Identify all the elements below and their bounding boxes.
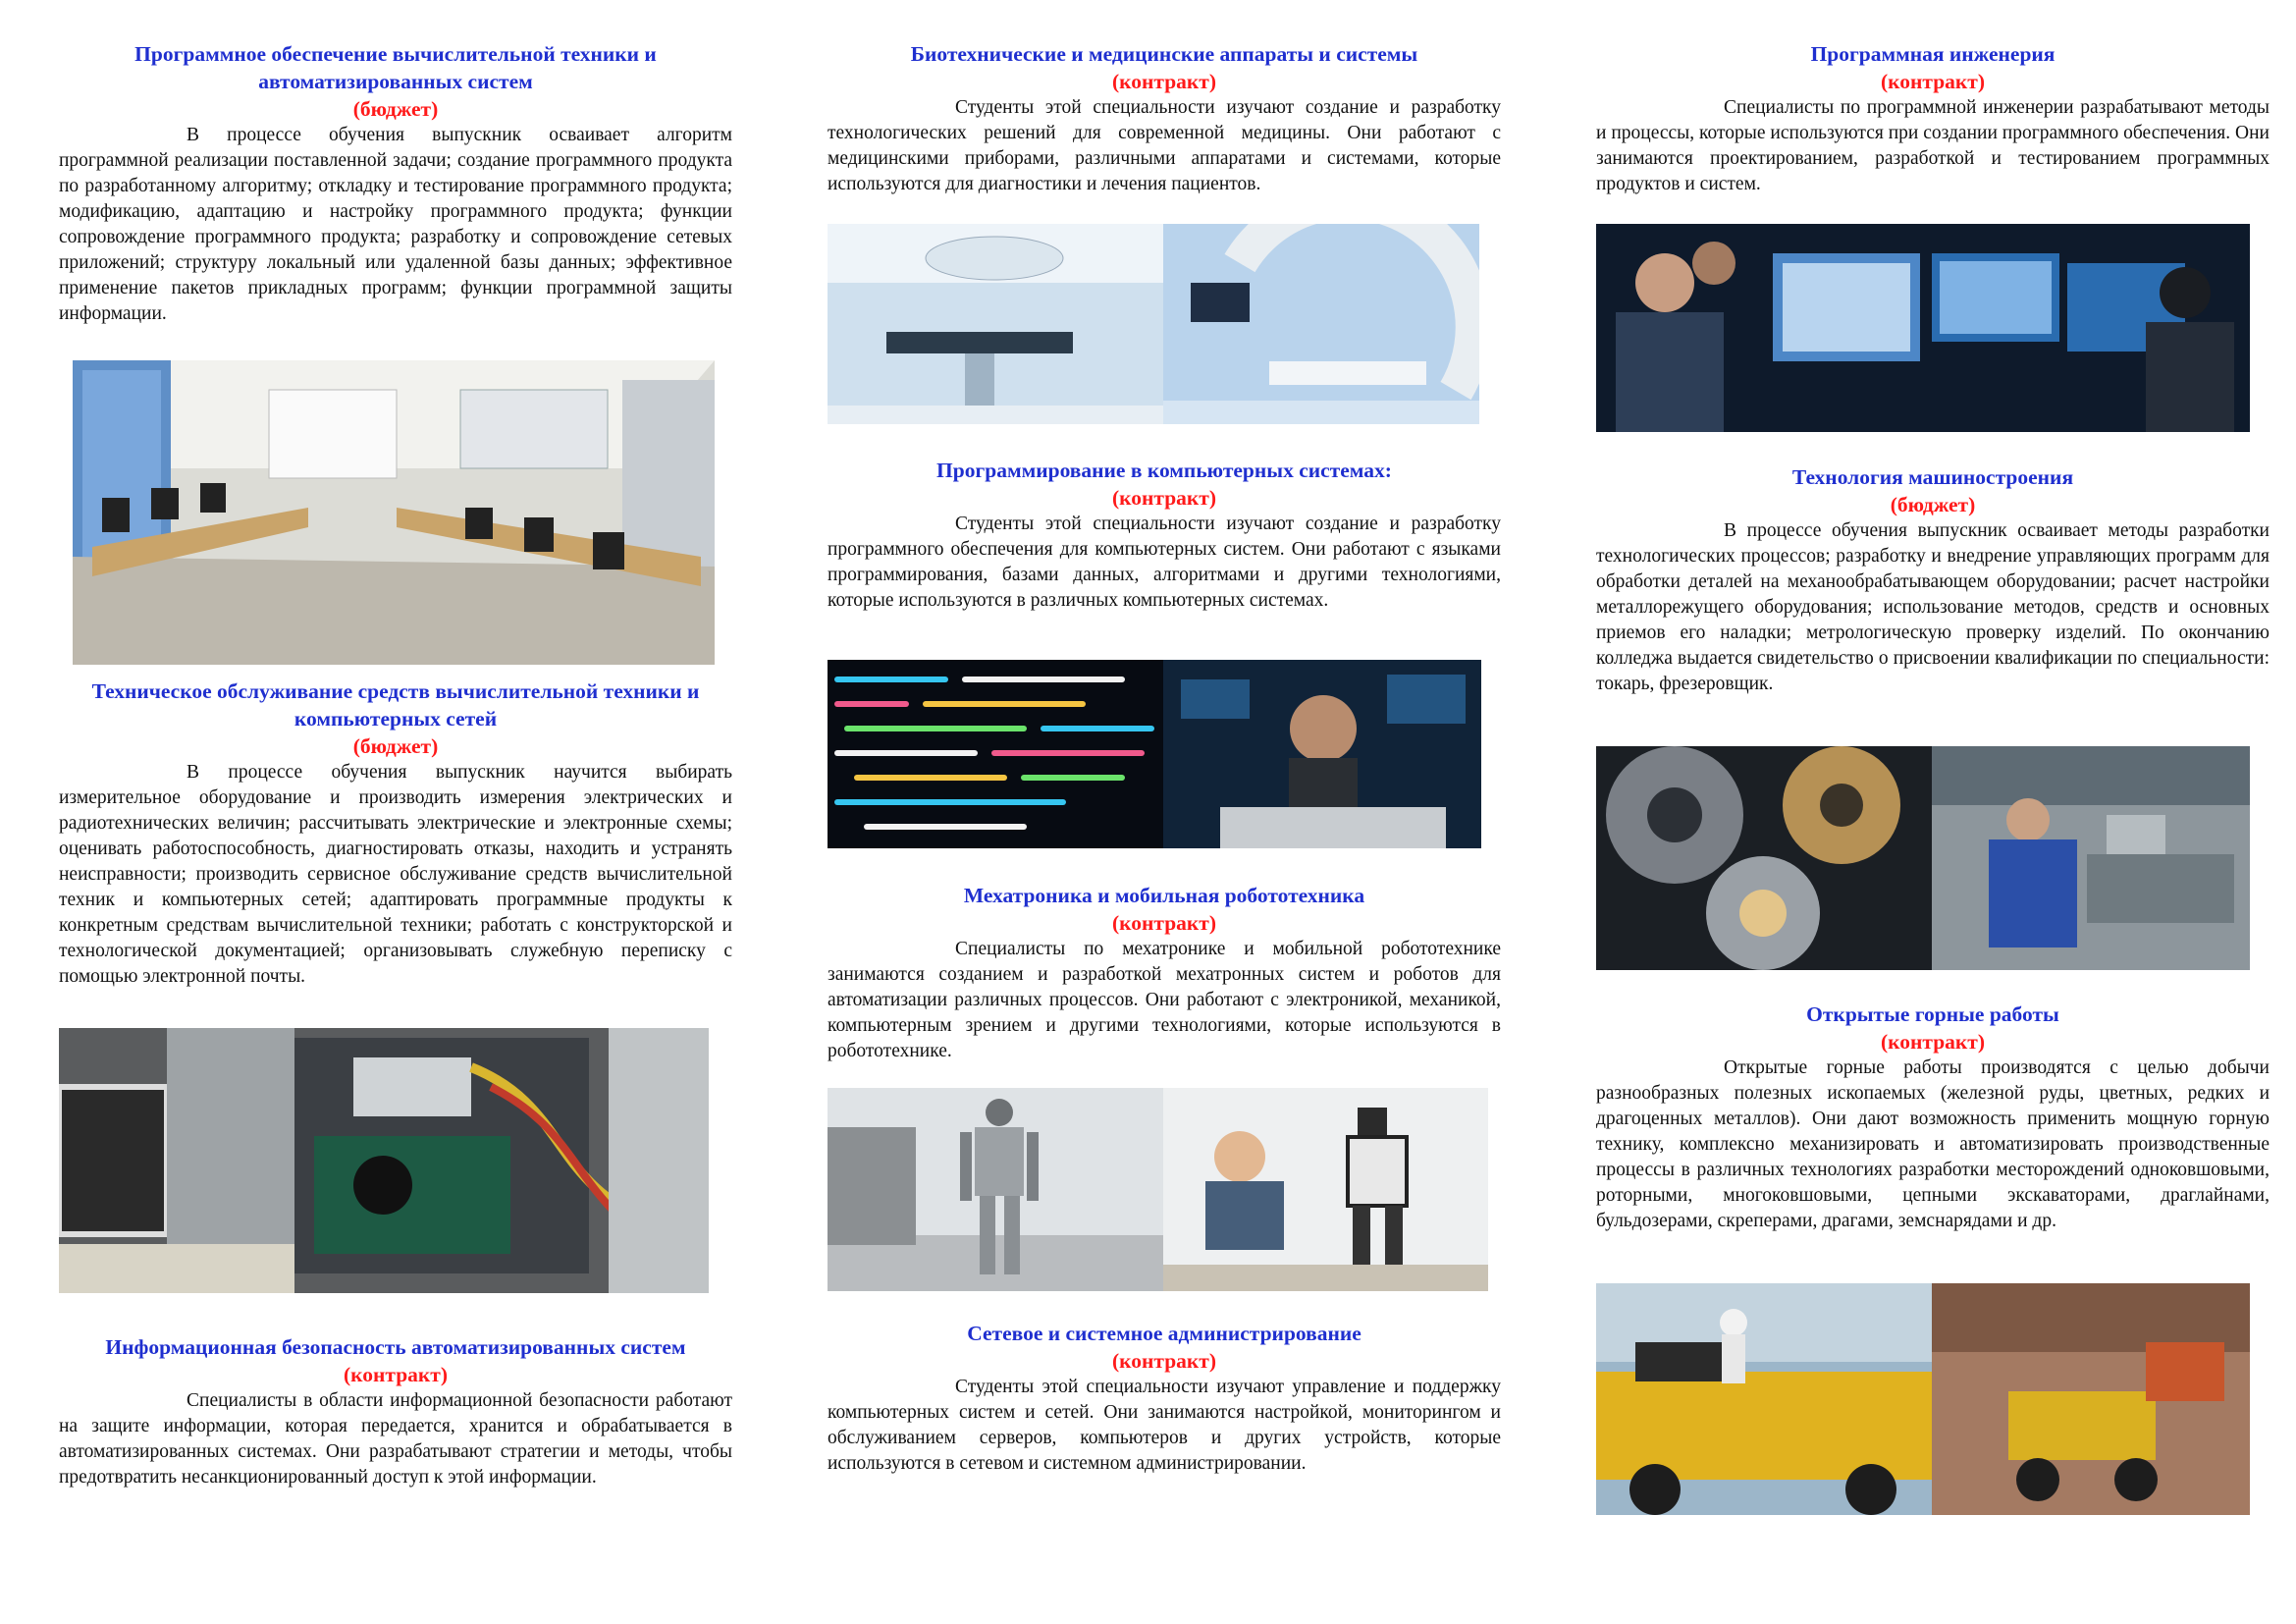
section-text: Специалисты в области информационной безопасности работают на защите информации, которая передается, хранится и обрабатывается в автоматизированных системах. Они разрабатывают стратегии и методы, чтобы предотвратить несанкционированный доступ к этой информации. — [59, 1390, 732, 1488]
section-software-engineering — [1596, 40, 2269, 197]
section-text: Студенты этой специальности изучают создание и разработку технологических решений для современной медицины. Они работают с медицинскими приборами, различными аппаратами и системами, которые используются для диагностики и лечения пациентов. — [828, 97, 1501, 194]
funding-label: (контракт) — [1111, 911, 1217, 935]
section-text: В процессе обучения выпускник осваивает методы разработки технологических процессов; разработку и внедрение управляющих программ для обработки деталей на механообрабатывающем оборудовании; расчет настройки металлорежущего оборудования; использование методов, средств и основных приемов его наладки; метрологическую проверку изделий. По окончанию колледжа выдается свидетельство о присвоении квалификации по специальности: токарь, фрезеровщик. — [1596, 520, 2269, 694]
section-open-pit-mining — [1596, 1001, 2269, 1234]
funding-label: (контракт) — [1111, 486, 1217, 510]
section-text: Специалисты по мехатронике и мобильной робототехнике занимаются созданием и разработкой мехатронных систем и роботов для автоматизации различных процессов. Они работают с электроникой, механикой, компьютерным зрением и другими технологиями, которые используются в робототехнике. — [828, 939, 1501, 1061]
gears-machinist-photo — [1596, 746, 2250, 970]
section-title: Программное обеспечение вычислительной техники и автоматизированных систем — [134, 42, 657, 93]
section-title: Программирование в компьютерных системах: — [936, 459, 1392, 482]
section-text: В процессе обучения выпускник осваивает алгоритм программной реализации поставленной задачи; создание программного продукта по разработанному алгоритму; откладку и тестирование программного продукта; модификацию, адаптацию и настройку программного продукта; функции сопровождение программного продукта; разработку и сопровождение сетевых приложений; структуру локальный или удаленной базы данных; эффективное применение пакетов прикладных программ; функции программной защиты информации. — [59, 125, 732, 324]
funding-label: (контракт) — [343, 1363, 449, 1386]
section-title: Программная инженерия — [1810, 42, 2056, 66]
section-title: Мехатроника и мобильная робототехника — [963, 884, 1365, 907]
section-title: Сетевое и системное администрирование — [967, 1322, 1362, 1345]
section-text: Студенты этой специальности изучают создание и разработку программного обеспечения для компьютерных систем. Они работают с языками программирования, базами данных, алгоритмами и другими технологиями, которые используются в различных компьютерных системах. — [828, 514, 1501, 611]
pc-internals-photo — [59, 1028, 709, 1293]
section-mech-engineering — [1596, 463, 2269, 697]
funding-label: (контракт) — [1880, 70, 1986, 93]
engineers-at-screens-photo — [1596, 224, 2250, 432]
section-text: В процессе обучения выпускник научится выбирать измерительное оборудование и производить измерения электрических и радиотехнических величин; рассчитывать электрические и электронные схемы; оценивать работоспособность, диагностировать отказы, находить и устранять неисправности; производить сервисное обслуживание средств вычислительной техник и компьютерных сетей; адаптировать программные продукты к конкретным средствам вычислительной техники; работать с конструкторской и технологической документацией; организовывать служебную переписку с помощью электронной почты. — [59, 762, 732, 987]
mining-trucks-photo — [1596, 1283, 2250, 1515]
funding-label: (контракт) — [1111, 1349, 1217, 1373]
funding-label: (бюджет) — [352, 734, 439, 758]
section-text: Специалисты по программной инженерии разрабатывают методы и процессы, которые используются при создании программного обеспечения. Они занимаются проектированием, разработкой и тестированием программных продуктов и систем. — [1596, 97, 2269, 194]
section-network-admin — [828, 1320, 1501, 1477]
funding-label: (бюджет) — [352, 97, 439, 121]
funding-label: (контракт) — [1111, 70, 1217, 93]
section-title: Технология машиностроения — [1791, 465, 2074, 489]
section-title: Открытые горные работы — [1806, 1002, 2059, 1026]
section-text: Открытые горные работы производятся с целью добычи разнообразных полезных ископаемых (железной руды, цветных, редких и драгоценных металлов). Они дают возможность применить мощную горную технику, комплексно механизировать и автоматизировать производственные процессы в различных технологиях разработки месторождений одноковшовыми, роторными, многоковшовыми, цепными экскаваторами, драглайнами, бульдозерами, скреперами, драгами, земснарядами и др. — [1596, 1057, 2269, 1231]
section-biomedical — [828, 40, 1501, 197]
section-programming-cs — [828, 457, 1501, 614]
section-text: Студенты этой специальности изучают управление и поддержку компьютерных систем и сетей. Они занимаются настройкой, мониторингом и обслуживанием серверов, компьютеров и других устройств, которые используются в сетевом и системном администрировании. — [828, 1377, 1501, 1474]
section-info-security — [59, 1333, 732, 1490]
funding-label: (бюджет) — [1890, 493, 1976, 516]
section-software-engineering-vt — [59, 40, 732, 327]
funding-label: (контракт) — [1880, 1030, 1986, 1054]
medical-equipment-photo — [828, 224, 1479, 424]
computer-classroom-photo — [73, 360, 715, 665]
programming-photo — [828, 660, 1481, 848]
section-title: Техническое обслуживание средств вычислительной техники и компьютерных сетей — [91, 679, 700, 731]
section-title: Информационная безопасность автоматизированных систем — [105, 1335, 686, 1359]
section-title: Биотехнические и медицинские аппараты и системы — [910, 42, 1418, 66]
robotics-photo — [828, 1088, 1488, 1291]
section-tech-maintenance — [59, 677, 732, 990]
section-mechatronics — [828, 882, 1501, 1064]
